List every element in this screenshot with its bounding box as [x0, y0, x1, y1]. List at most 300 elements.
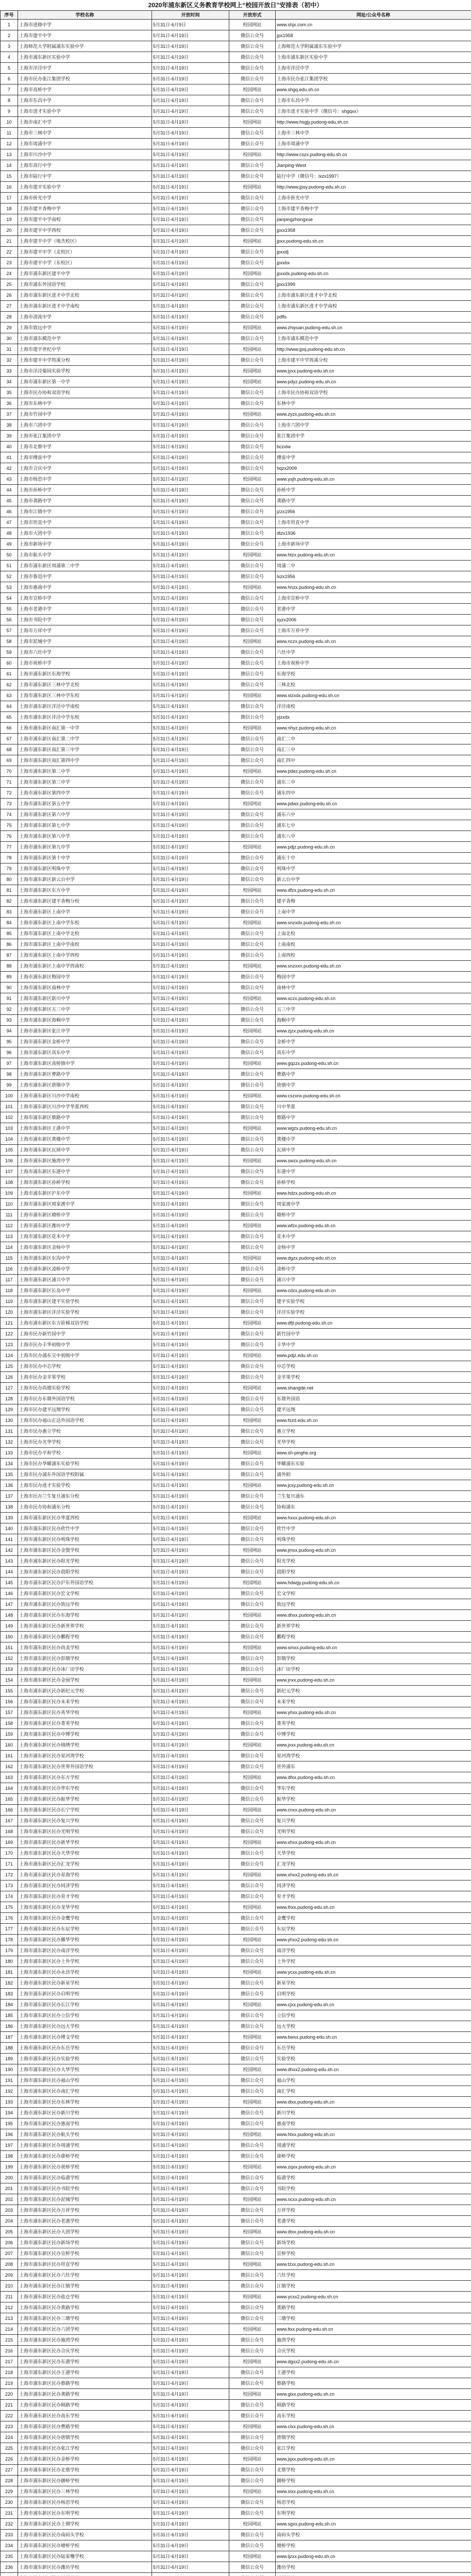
cell-no: 112 — [1, 1221, 18, 1231]
cell-school-name: 上海市浦东新区南汇第二中学 — [18, 734, 152, 744]
cell-no: 209 — [1, 2270, 18, 2281]
cell-no: 226 — [1, 2454, 18, 2465]
cell-no: 14 — [1, 160, 18, 171]
cell-open-form: 校园网站 — [229, 2162, 276, 2173]
cell-school-name: 上海市浦东新区上南中学南校 — [18, 939, 152, 950]
cell-school-name: 上海市浦东新区塘桥中学 — [18, 1210, 152, 1221]
cell-open-form: 微信公众号 — [229, 1426, 276, 1437]
table-row — [1, 2281, 471, 2292]
cell-school-name: 上海市浦东新区施湾中学 — [18, 1156, 152, 1166]
cell-open-time: 5月31日-6月19日 — [152, 149, 229, 160]
cell-address: 凌桥中学 — [276, 1264, 471, 1275]
table-row — [1, 95, 471, 106]
cell-address: 六灶学校 — [276, 2270, 471, 2281]
cell-open-form: 校园网站 — [229, 2064, 276, 2075]
cell-no: 174 — [1, 1891, 18, 1902]
cell-open-form: 微信公众号 — [229, 1729, 276, 1740]
table-row — [1, 506, 471, 517]
cell-open-time: 5月31日-6月19日 — [152, 2086, 229, 2097]
table-row — [1, 636, 471, 647]
table-body — [1, 20, 471, 2576]
cell-school-name: 上海市浦东新区民办福山学校 — [18, 2075, 152, 2086]
table-row — [1, 2486, 471, 2497]
cell-open-form: 微信公众号 — [229, 95, 276, 106]
table-row — [1, 2421, 471, 2432]
cell-open-form: 微信公众号 — [229, 972, 276, 982]
cell-school-name: 上海市新场中学 — [18, 539, 152, 550]
cell-open-time: 5月31日-6月19日 — [152, 2389, 229, 2400]
table-row — [1, 409, 471, 420]
table-row — [1, 1880, 471, 1891]
cell-open-form: 微信公众号 — [229, 701, 276, 712]
cell-no: 227 — [1, 2465, 18, 2476]
cell-school-name: 上海市侨光中学 — [18, 193, 152, 204]
table-row — [1, 452, 471, 463]
table-row — [1, 2064, 471, 2075]
table-row — [1, 355, 471, 366]
cell-address: 老港学校 — [276, 2216, 471, 2227]
cell-open-time: 5月31日-6月19日 — [152, 571, 229, 582]
table-row — [1, 398, 471, 409]
cell-school-name: 上海市浦东新区民办祝桥学校 — [18, 2162, 152, 2173]
cell-open-time: 5月31日-6月19日 — [152, 1805, 229, 1816]
cell-address: www.slzxdx.pudong-edu.sh.cn — [276, 690, 471, 701]
table-row — [1, 918, 471, 928]
table-row — [1, 2032, 471, 2043]
table-row — [1, 139, 471, 149]
cell-school-name: 上海市周浦中学 — [18, 139, 152, 149]
cell-no: 54 — [1, 593, 18, 604]
cell-address: 南汇三中 — [276, 744, 471, 755]
cell-address: 东海学校 — [276, 669, 471, 680]
cell-school-name: 上海市浦东新区民办宏文学校 — [18, 1588, 152, 1599]
cell-school-name: 上海市进才实验中学 — [18, 106, 152, 117]
cell-open-form: 微信公众号 — [229, 1859, 276, 1870]
cell-open-form: 微信公众号 — [229, 2010, 276, 2021]
cell-open-form: 校园网站 — [229, 690, 276, 701]
cell-address: www.ljzxx.pudong-edu.sh.cn — [276, 2551, 471, 2562]
table-row — [1, 1329, 471, 1340]
table-row — [1, 1772, 471, 1783]
cell-school-name: 上海市浦东新区南汇第三中学 — [18, 744, 152, 755]
cell-open-time: 5月31日-6月19日 — [152, 658, 229, 669]
cell-open-form: 微信公众号 — [229, 528, 276, 539]
cell-school-name: 上海市浦东新区民办明珠学校 — [18, 1534, 152, 1545]
cell-open-time: 5月31日-6月19日 — [152, 160, 229, 171]
cell-open-time: 5月31日-6月19日 — [152, 2119, 229, 2129]
cell-no: 191 — [1, 2075, 18, 2086]
cell-no: 58 — [1, 636, 18, 647]
cell-open-form: 微信公众号 — [229, 2530, 276, 2540]
table-row — [1, 1275, 471, 1285]
cell-open-time: 5月31日-6月19日 — [152, 323, 229, 333]
cell-open-form: 校园网站 — [229, 1448, 276, 1459]
table-row — [1, 1134, 471, 1145]
cell-school-name: 上海市浦东新区民办华东学校 — [18, 1783, 152, 1794]
cell-open-time: 5月31日-6月19日 — [152, 1080, 229, 1091]
cell-no: 19 — [1, 214, 18, 225]
cell-open-form: 校园网站 — [229, 1513, 276, 1523]
cell-open-time: 5月31日-6月19日 — [152, 1210, 229, 1221]
cell-school-name: 上海市浦东新区民办永昌学校 — [18, 1967, 152, 1978]
cell-no: 169 — [1, 1837, 18, 1848]
cell-address: http://www.jpsy.pudong-edu.sh.cn — [276, 182, 471, 193]
cell-address: 南汇二中 — [276, 734, 471, 744]
table-row — [1, 387, 471, 398]
cell-no: 178 — [1, 1935, 18, 1945]
cell-open-form: 校园网站 — [229, 2421, 276, 2432]
cell-no: 77 — [1, 842, 18, 853]
cell-address: 洋泾南校 — [276, 701, 471, 712]
cell-address: 北蔡学校 — [276, 2465, 471, 2476]
cell-open-form: 微信公众号 — [229, 204, 276, 214]
cell-open-time: 5月31日-6月19日 — [152, 420, 229, 431]
cell-no: 195 — [1, 2119, 18, 2129]
cell-open-form: 校园网站 — [229, 474, 276, 485]
cell-open-time: 5月31日-6月19日 — [152, 1599, 229, 1610]
cell-no: 119 — [1, 1296, 18, 1307]
cell-no: 8 — [1, 95, 18, 106]
cell-no: 213 — [1, 2313, 18, 2324]
cell-address: 汇龙学校 — [276, 1859, 471, 1870]
cell-school-name: 上海市浦东新区民办书院学校 — [18, 2183, 152, 2194]
cell-school-name: 上海市浦东新区民办御桥学校 — [18, 2476, 152, 2486]
cell-open-form: 校园网站 — [229, 20, 276, 30]
cell-no: 198 — [1, 2151, 18, 2162]
table-row — [1, 1307, 471, 1318]
cell-address: 致远学校 — [276, 1599, 471, 1610]
cell-school-name: 上海市民办建平远翔学校 — [18, 1404, 152, 1415]
cell-open-form: 微信公众号 — [229, 1653, 276, 1664]
cell-school-name: 上海市民办张江集团学校 — [18, 74, 152, 84]
table-row — [1, 907, 471, 918]
cell-school-name: 上海市浦东新区洋泾中学南校 — [18, 701, 152, 712]
cell-open-time: 5月31日-6月19日 — [152, 1826, 229, 1837]
cell-no: 150 — [1, 1632, 18, 1642]
cell-no: 144 — [1, 1567, 18, 1578]
cell-address: www.jqxx.pudong-edu.sh.cn — [276, 2454, 471, 2465]
cell-address: jpxx1958 — [276, 225, 471, 236]
cell-no: 164 — [1, 1783, 18, 1794]
cell-no: 142 — [1, 1545, 18, 1556]
cell-address: 上南南校 — [276, 939, 471, 950]
table-row — [1, 1837, 471, 1848]
cell-open-time: 5月31日-6月19日 — [152, 128, 229, 139]
table-row — [1, 1394, 471, 1404]
cell-no: 163 — [1, 1772, 18, 1783]
cell-open-time: 5月31日-6月19日 — [152, 1664, 229, 1675]
cell-open-time: 5月31日-6月19日 — [152, 366, 229, 377]
cell-school-name: 上海市致远中学 — [18, 323, 152, 333]
table-row — [1, 1459, 471, 1469]
cell-school-name: 上海市浦东新区民办北蔡学校 — [18, 2465, 152, 2476]
cell-address: 江镇学校 — [276, 2281, 471, 2292]
cell-no: 94 — [1, 1026, 18, 1037]
cell-address: 南林中学 — [276, 982, 471, 993]
table-row — [1, 2508, 471, 2519]
cell-no: 41 — [1, 452, 18, 463]
table-row — [1, 1448, 471, 1459]
cell-open-form: 微信公众号 — [229, 2151, 276, 2162]
cell-no: 159 — [1, 1729, 18, 1740]
cell-address: www.lhxx.pudong-edu.sh.cn — [276, 1902, 471, 1913]
cell-address: 东港中学 — [276, 1166, 471, 1177]
cell-address: 上海市新场中学 — [276, 539, 471, 550]
cell-school-name: 上海市浦东新区民办启明学校 — [18, 1989, 152, 1999]
cell-no: 97 — [1, 1058, 18, 1069]
table-row — [1, 2519, 471, 2530]
cell-open-time: 5月31日-6月19日 — [152, 1047, 229, 1058]
cell-open-time: 5月31日-6月19日 — [152, 1902, 229, 1913]
table-row — [1, 961, 471, 972]
cell-open-time: 5月31日-6月19日 — [152, 907, 229, 918]
cell-no: 132 — [1, 1437, 18, 1448]
cell-open-time: 5月31日-6月19日 — [152, 1794, 229, 1805]
table-row — [1, 1729, 471, 1740]
cell-open-time: 5月31日-6月19日 — [152, 1069, 229, 1080]
cell-no: 228 — [1, 2476, 18, 2486]
cell-address: 菁英学校 — [276, 1718, 471, 1729]
cell-address: www.dtxx.pudong-edu.sh.cn — [276, 2227, 471, 2238]
cell-open-form: 校园网站 — [229, 1156, 276, 1166]
cell-no: 186 — [1, 2021, 18, 2032]
table-row — [1, 2497, 471, 2508]
cell-no: 11 — [1, 128, 18, 139]
cell-no: 16 — [1, 182, 18, 193]
table-row — [1, 2378, 471, 2389]
cell-address: www.hxxx.pudong-edu.sh.cn — [276, 1513, 471, 1523]
cell-school-name: 上海市傅雷中学 — [18, 452, 152, 463]
cell-no: 128 — [1, 1394, 18, 1404]
cell-address: 东明学校 — [276, 2508, 471, 2519]
cell-address: jpxxbx — [276, 258, 471, 268]
cell-no: 79 — [1, 863, 18, 874]
cell-open-time: 5月31日-6月19日 — [152, 744, 229, 755]
cell-school-name: 上海市浦东新区民办光明学校 — [18, 1826, 152, 1837]
table-row — [1, 1599, 471, 1610]
cell-address: www.hdwgy.pudong-edu.sh.cn — [276, 1578, 471, 1588]
cell-open-time: 5月31日-6月19日 — [152, 1134, 229, 1145]
cell-address: 上海市民办张江集团学校 — [276, 74, 471, 84]
cell-no: 171 — [1, 1859, 18, 1870]
cell-address: 天华学校 — [276, 1848, 471, 1859]
cell-open-form: 微信公众号 — [229, 431, 276, 442]
cell-open-time: 5月31日-6月19日 — [152, 939, 229, 950]
cell-open-form: 微信公众号 — [229, 2075, 276, 2086]
cell-school-name: 上海市浦东新区浦兴中学 — [18, 1275, 152, 1285]
cell-open-time: 5月31日-6月19日 — [152, 755, 229, 766]
cell-school-name: 上海市浦东新区洋泾实验学校 — [18, 1307, 152, 1318]
cell-address: 王港学校 — [276, 2367, 471, 2378]
cell-no: 229 — [1, 2486, 18, 2497]
cell-open-form: 微信公众号 — [229, 539, 276, 550]
cell-school-name: 上海市三林中学 — [18, 128, 152, 139]
cell-school-name: 上海市浦东新区民办未来学校 — [18, 1697, 152, 1707]
cell-open-time: 5月31日-6月19日 — [152, 2335, 229, 2346]
cell-address: 复兴学校 — [276, 1816, 471, 1826]
cell-open-form: 微信公众号 — [229, 2302, 276, 2313]
cell-school-name: 上海市浦东新区民办金鹰学校 — [18, 1913, 152, 1924]
table-row — [1, 1264, 471, 1275]
table-row — [1, 2562, 471, 2573]
cell-open-time: 5月31日-6月19日 — [152, 1707, 229, 1718]
cell-school-name: 上海市浦东新区民办上钢学校 — [18, 2519, 152, 2530]
table-row — [1, 1859, 471, 1870]
cell-open-time: 5月31日-6月19日 — [152, 1145, 229, 1156]
cell-open-time: 5月31日-6月19日 — [152, 2378, 229, 2389]
cell-address: www.dfjt.pudong-edu.sh.cn — [276, 1318, 471, 1329]
table-row — [1, 831, 471, 842]
cell-school-name: 上海市浦东新区民办远大学校 — [18, 2021, 152, 2032]
cell-open-time: 5月31日-6月19日 — [152, 1480, 229, 1491]
table-row — [1, 1891, 471, 1902]
cell-address: www.jxxx.pudong-edu.sh.cn — [276, 1740, 471, 1751]
cell-open-time: 5月31日-6月19日 — [152, 593, 229, 604]
cell-open-form: 微信公众号 — [229, 1015, 276, 1026]
table-row — [1, 2400, 471, 2411]
cell-open-form: 微信公众号 — [229, 2508, 276, 2519]
cell-open-form: 校园网站 — [229, 84, 276, 95]
cell-school-name: 上海市浦东新区东沟中学 — [18, 1253, 152, 1264]
table-row — [1, 366, 471, 377]
cell-school-name: 上海市东昌中学 — [18, 95, 152, 106]
cell-address: 上海市侨光中学 — [276, 193, 471, 204]
cell-address: 新场学校 — [276, 2238, 471, 2248]
cell-open-form: 微信公众号 — [229, 896, 276, 907]
cell-open-form: 微信公众号 — [229, 2465, 276, 2476]
cell-address: 陆行中学（微信号：lxzx1997） — [276, 171, 471, 182]
table-row — [1, 2454, 471, 2465]
cell-open-form: 微信公众号 — [229, 907, 276, 918]
table-row — [1, 1707, 471, 1718]
cell-address: www.gqzzx.pudong-edu.sh.cn — [276, 1058, 471, 1069]
cell-school-name: 上海市浦东新区第九中学 — [18, 842, 152, 853]
cell-school-name: 上海市浦东新区民办惠南学校 — [18, 2119, 152, 2129]
cell-open-time: 5月31日-6月19日 — [152, 1718, 229, 1729]
cell-address: www.cszxnx.pudong-edu.sh.cn — [276, 1091, 471, 1101]
cell-open-form: 微信公众号 — [229, 387, 276, 398]
table-row — [1, 1437, 471, 1448]
cell-open-form: 微信公众号 — [229, 463, 276, 474]
cell-open-form: 校园网站 — [229, 1740, 276, 1751]
cell-school-name: 上海市浦东新区民办菁英学校 — [18, 1718, 152, 1729]
table-row — [1, 2292, 471, 2302]
cell-no: 219 — [1, 2378, 18, 2389]
cell-no: 80 — [1, 874, 18, 885]
cell-school-name: 上海市大团中学 — [18, 528, 152, 539]
cell-no: 113 — [1, 1231, 18, 1242]
table-row — [1, 2357, 471, 2367]
cell-school-name: 上海市浦东新区三林中学北校 — [18, 680, 152, 690]
table-row — [1, 2183, 471, 2194]
cell-address: 浦东八中 — [276, 831, 471, 842]
cell-no: 137 — [1, 1491, 18, 1502]
cell-open-time: 5月31日-6月19日 — [152, 2508, 229, 2519]
cell-open-form: 校园网站 — [229, 2519, 276, 2530]
cell-address: 杨思学校 — [276, 2497, 471, 2508]
table-row — [1, 1578, 471, 1588]
cell-school-name: 上海市浦东模范中学 — [18, 333, 152, 344]
cell-address: 上南中学 — [276, 907, 471, 918]
cell-open-time: 5月31日-6月19日 — [152, 2530, 229, 2540]
cell-open-form: 微信公众号 — [229, 863, 276, 874]
cell-address: 浦外附 — [276, 1469, 471, 1480]
table-row — [1, 1545, 471, 1556]
cell-open-time: 5月31日-6月19日 — [152, 1588, 229, 1599]
cell-no: 84 — [1, 918, 18, 928]
cell-school-name: 上海市浦东新区民办南洋学校 — [18, 1945, 152, 1956]
cell-open-form: 微信公众号 — [229, 2378, 276, 2389]
cell-open-time: 5月31日-6月19日 — [152, 355, 229, 366]
cell-open-time: 5月31日-6月19日 — [152, 2476, 229, 2486]
table-row — [1, 1826, 471, 1837]
cell-open-form: 微信公众号 — [229, 171, 276, 182]
cell-no: 234 — [1, 2540, 18, 2551]
cell-open-time: 5月31日-6月19日 — [152, 1221, 229, 1231]
cell-no: 176 — [1, 1913, 18, 1924]
cell-open-time: 5月31日-6月19日 — [152, 874, 229, 885]
cell-no: 208 — [1, 2259, 18, 2270]
cell-open-form: 微信公众号 — [229, 506, 276, 517]
cell-address: 上海市浦东新区进才中学北校 — [276, 290, 471, 301]
table-row — [1, 1361, 471, 1372]
cell-address: 上海市宣桥中学 — [276, 593, 471, 604]
cell-no: 189 — [1, 2054, 18, 2064]
cell-open-form: 微信公众号 — [229, 2140, 276, 2151]
cell-no: 33 — [1, 366, 18, 377]
header-no: 序号 — [1, 11, 18, 20]
table-row — [1, 885, 471, 896]
cell-school-name: 上海市民办中芯学校 — [18, 1361, 152, 1372]
table-row — [1, 1069, 471, 1080]
cell-school-name: 上海市浦东新区民办华夏西校 — [18, 1513, 152, 1523]
cell-school-name: 上海市民办尚德实验学校 — [18, 1383, 152, 1394]
cell-open-form: 微信公众号 — [229, 820, 276, 831]
table-row — [1, 1480, 471, 1491]
cell-school-name: 上海市洋泾中学 — [18, 63, 152, 74]
cell-address: 上南北校 — [276, 928, 471, 939]
cell-open-form: 校园网站 — [229, 2486, 276, 2497]
cell-school-name: 上海市浦东新区金杨中学 — [18, 1242, 152, 1253]
cell-address: 上海市浦东模范中学 — [276, 333, 471, 344]
cell-open-time: 5月31日-6月19日 — [152, 1340, 229, 1350]
table-row — [1, 377, 471, 387]
cell-no: 78 — [1, 853, 18, 863]
cell-no: 134 — [1, 1459, 18, 1469]
cell-address: www.fszd.edu.sh.cn — [276, 1415, 471, 1426]
cell-open-time: 5月31日-6月19日 — [152, 1491, 229, 1502]
cell-open-form: 微信公众号 — [229, 517, 276, 528]
cell-address: 书院学校 — [276, 2183, 471, 2194]
cell-school-name: 上海市老港中学 — [18, 604, 152, 615]
cell-open-time: 5月31日-6月19日 — [152, 2519, 229, 2530]
table-row — [1, 2151, 471, 2162]
cell-school-name: 上海市浦东新区民办实验学校 — [18, 2054, 152, 2064]
header-address: 网址/公众号名称 — [276, 11, 471, 20]
cell-school-name: 上海市书院中学 — [18, 615, 152, 625]
cell-open-time: 5月31日-6月19日 — [152, 387, 229, 398]
cell-open-time: 5月31日-6月19日 — [152, 2302, 229, 2313]
cell-school-name: 上海市浦东新区孙桥学校 — [18, 1177, 152, 1188]
cell-no: 127 — [1, 1383, 18, 1394]
cell-address: www.xhxx.pudong-edu.sh.cn — [276, 1837, 471, 1848]
cell-address: www.dgxx2.pudong-edu.sh.cn — [276, 2357, 471, 2367]
cell-open-time: 5月31日-6月19日 — [152, 896, 229, 907]
cell-no: 106 — [1, 1156, 18, 1166]
cell-no: 166 — [1, 1805, 18, 1816]
cell-school-name: 上海市泥城中学 — [18, 636, 152, 647]
table-row — [1, 1253, 471, 1264]
